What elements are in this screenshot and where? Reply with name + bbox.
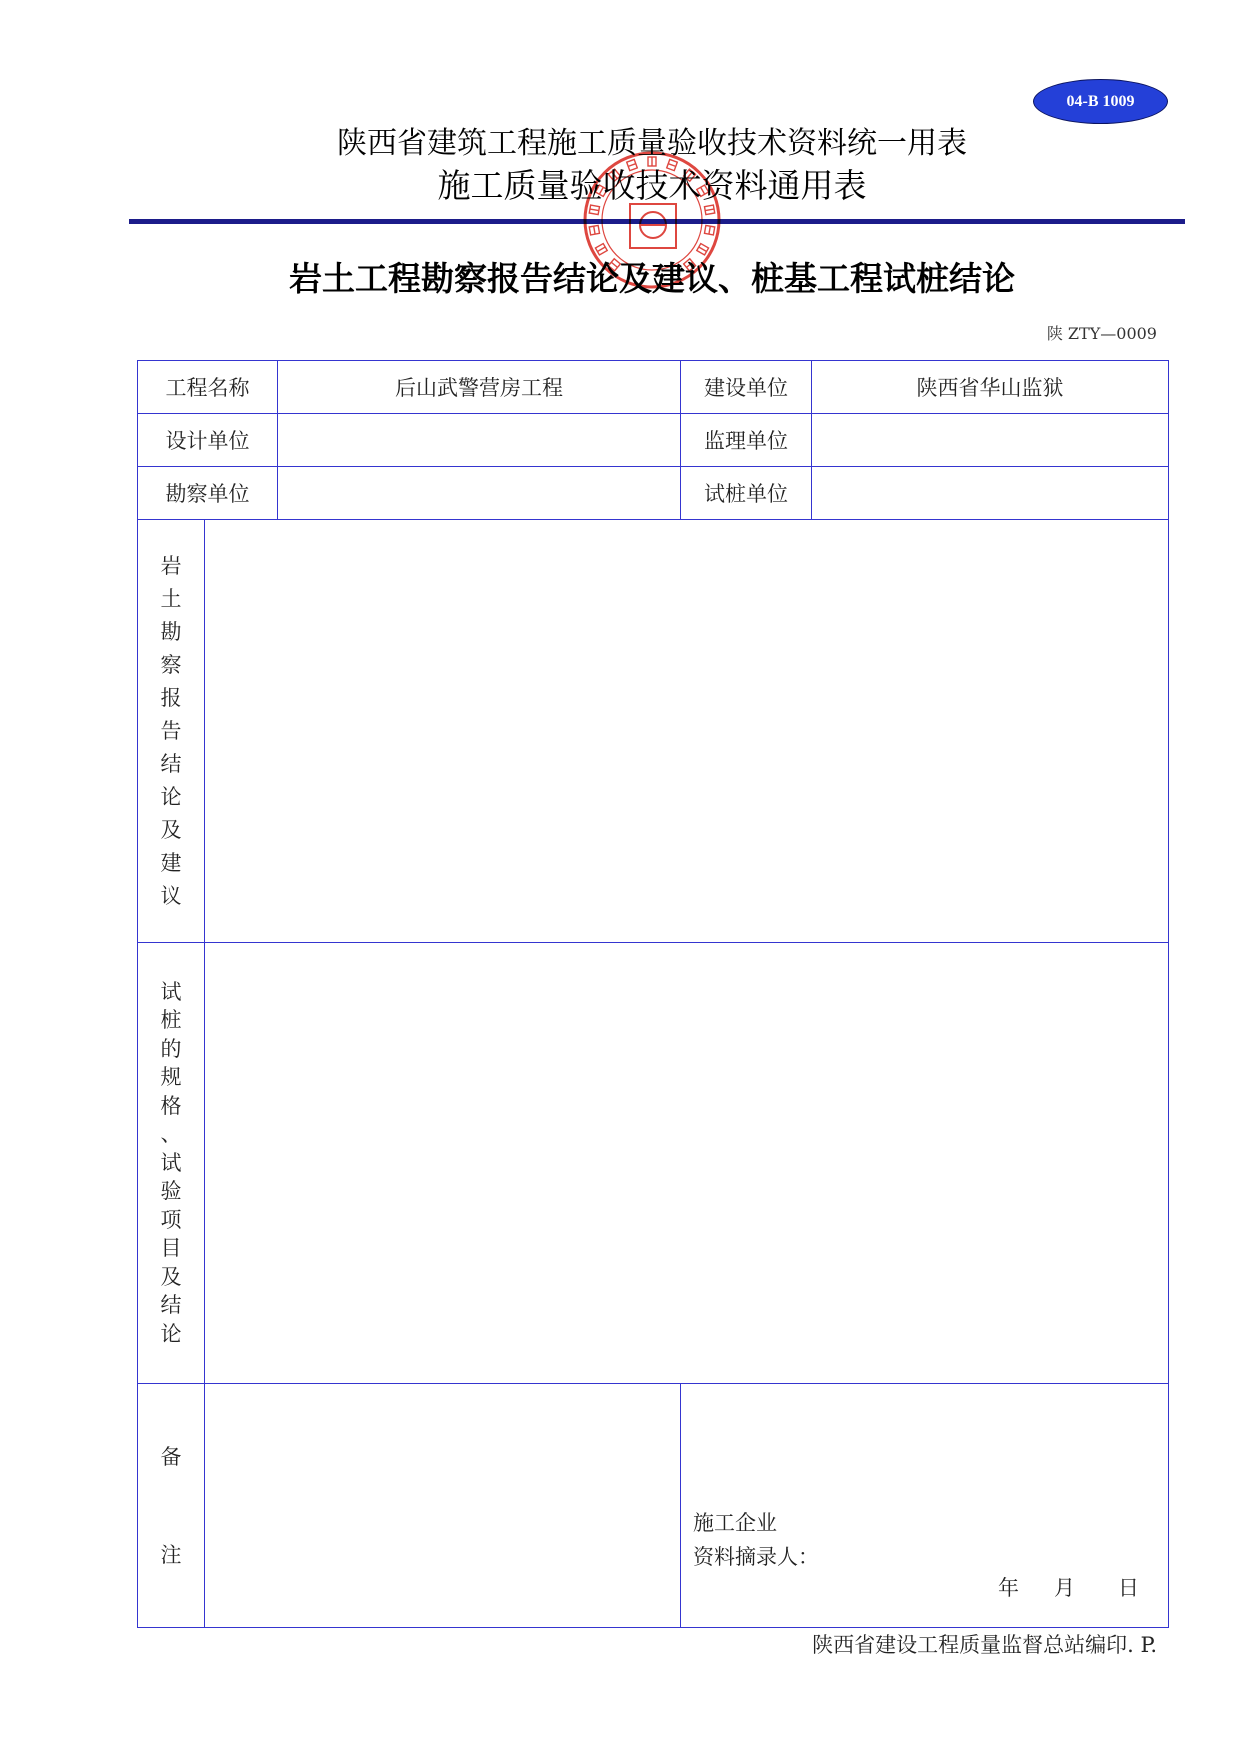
remarks-content bbox=[205, 1384, 680, 1627]
survey-conclusion-content bbox=[205, 520, 1168, 942]
seal-outer-ring bbox=[585, 153, 719, 287]
form-number: 陕 ZTY—0009 bbox=[1046, 324, 1157, 343]
survey-pile-test-form-table bbox=[137, 360, 1169, 1628]
remarks-row bbox=[138, 1384, 1169, 1628]
project-name-value: 后山武警营房工程 bbox=[278, 361, 681, 414]
test-pile-row bbox=[138, 943, 1169, 1384]
survey-conclusion-label-cell bbox=[138, 520, 205, 943]
design-unit-value bbox=[278, 414, 681, 467]
remarks-label-cell bbox=[138, 1384, 205, 1628]
remarks-content-cell bbox=[205, 1384, 681, 1628]
test-pile-label-cell bbox=[138, 943, 205, 1384]
form-code-badge bbox=[1033, 79, 1168, 124]
construction-unit-label: 建设单位 bbox=[681, 361, 812, 414]
survey-conclusion-label: 岩土勘察报告结论及建议 bbox=[160, 553, 182, 908]
survey-unit-value bbox=[278, 467, 681, 520]
page-title: 岩土工程勘察报告结论及建议、桩基工程试桩结论 bbox=[289, 259, 1015, 298]
test-pile-unit-label: 试桩单位 bbox=[681, 467, 812, 520]
project-name-label: 工程名称 bbox=[138, 361, 278, 414]
remarks-label: 备注 bbox=[160, 1444, 182, 1567]
seal-emblem bbox=[630, 204, 676, 248]
form-series-title: 陕西省建筑工程施工质量验收技术资料统一用表 bbox=[337, 126, 967, 161]
survey-unit-label: 勘察单位 bbox=[138, 467, 278, 520]
supervision-unit-value bbox=[812, 414, 1169, 467]
data-recorder-label: 资料摘录人： bbox=[693, 1545, 819, 1569]
test-pile-unit-value bbox=[812, 467, 1169, 520]
signoff-cell bbox=[681, 1384, 1169, 1628]
test-pile-label: 试桩的规格、试验项目及结论 bbox=[160, 979, 182, 1346]
date-day-label: 日 bbox=[1118, 1576, 1139, 1600]
form-general-title: 施工质量验收技术资料通用表 bbox=[437, 166, 867, 205]
official-seal-stamp bbox=[582, 150, 722, 290]
form-code-text: 04-B 1009 bbox=[1066, 92, 1135, 110]
info-row-project bbox=[138, 361, 1169, 414]
publisher-footer: 陕西省建设工程质量监督总站编印. P. bbox=[812, 1633, 1157, 1657]
supervision-unit-label: 监理单位 bbox=[681, 414, 812, 467]
construction-unit-value: 陕西省华山监狱 bbox=[812, 361, 1169, 414]
survey-conclusion-row bbox=[138, 520, 1169, 943]
seal-inner-ring bbox=[602, 170, 702, 270]
construction-company-label: 施工企业 bbox=[693, 1511, 777, 1535]
survey-conclusion-content-cell bbox=[205, 520, 1169, 943]
info-row-survey bbox=[138, 467, 1169, 520]
test-pile-content-cell bbox=[205, 943, 1169, 1384]
seal-ring-lettering bbox=[589, 157, 714, 271]
date-month-label: 月 bbox=[1054, 1576, 1075, 1600]
design-unit-label: 设计单位 bbox=[138, 414, 278, 467]
test-pile-content bbox=[205, 943, 1168, 1383]
date-year-label: 年 bbox=[998, 1576, 1019, 1600]
info-row-design bbox=[138, 414, 1169, 467]
